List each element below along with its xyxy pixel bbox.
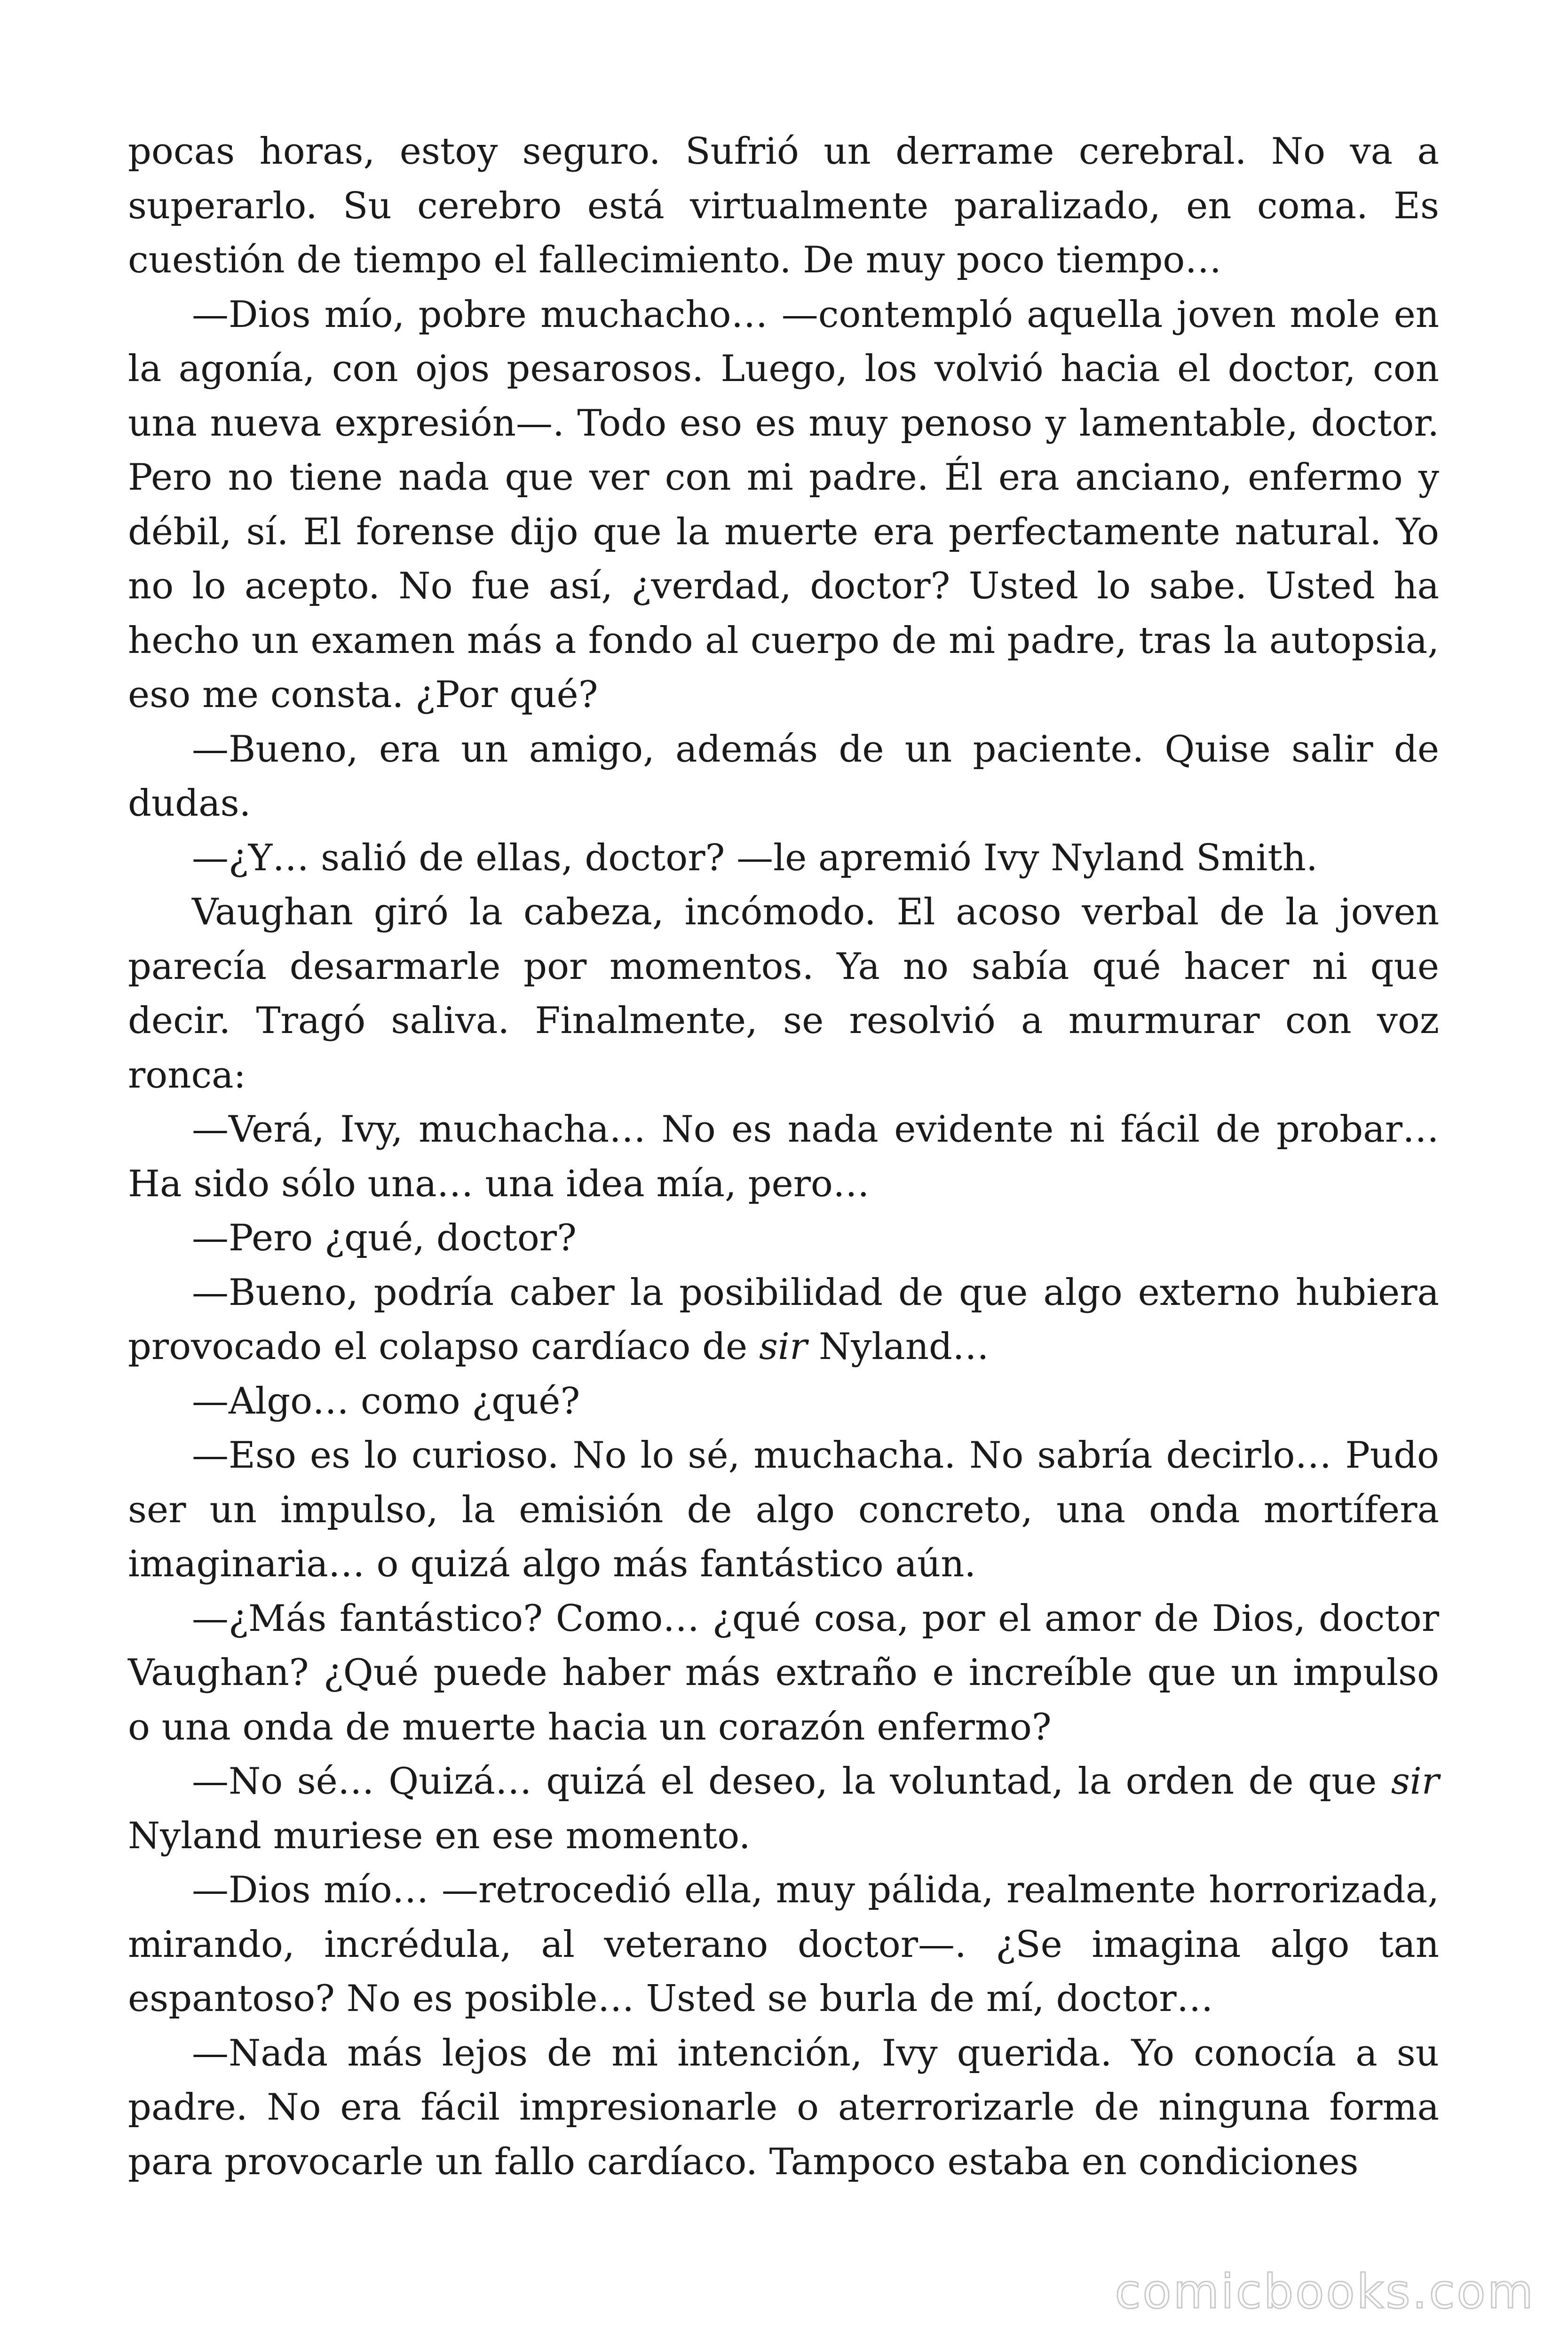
paragraph-text: —Bueno, podría caber la posibilidad de que algo externo hubiera provocado el colapso cardíaco de bbox=[128, 1271, 1439, 1368]
paragraph-text: —Verá, Ivy, muchacha… No es nada evidente ni fácil de probar… Ha sido sólo una… una idea mía, pero… bbox=[128, 1108, 1439, 1205]
paragraph bbox=[128, 1592, 1439, 1755]
paragraph bbox=[128, 1375, 1439, 1429]
paragraph bbox=[128, 1863, 1439, 2026]
paragraph-text: —Dios mío, pobre muchacho… —contempló aquella joven mole en la agonía, con ojos pesarosos. Luego, los volvió hacia el doctor, con una nueva expresión—. Todo eso es muy penoso y lamentable, doctor. Pero no tiene nada que ver con mi padre. Él era anciano, enfermo y débil, sí. El forense dijo que la muerte era perfectamente natural. Yo no lo acepto. No fue así, ¿verdad, doctor? Usted lo sabe. Usted ha hecho un examen más a fondo al cuerpo de mi padre, tras la autopsia, eso me consta. ¿Por qué? bbox=[128, 293, 1439, 716]
italic-text: sir bbox=[1391, 1760, 1439, 1803]
paragraph bbox=[128, 1211, 1439, 1266]
site-watermark: comicbooks.com bbox=[1115, 2264, 1535, 2319]
paragraph-text: —No sé… Quizá… quizá el deseo, la voluntad, la orden de que bbox=[192, 1760, 1391, 1803]
paragraph bbox=[128, 1266, 1439, 1375]
paragraph bbox=[128, 1103, 1439, 1211]
paragraph bbox=[128, 885, 1439, 1103]
italic-text: sir bbox=[759, 1326, 808, 1368]
paragraph bbox=[128, 288, 1439, 723]
paragraph bbox=[128, 125, 1439, 288]
paragraph bbox=[128, 1429, 1439, 1592]
paragraph-text: —Nada más lejos de mi intención, Ivy querida. Yo conocía a su padre. No era fácil impresionarle o aterrorizarle de ninguna forma para provocarle un fallo cardíaco. Tampoco estaba en condiciones bbox=[128, 2032, 1439, 2183]
paragraph bbox=[128, 1755, 1439, 1863]
paragraph-text: —Algo… como ¿qué? bbox=[192, 1380, 580, 1422]
paragraph-text: Nyland… bbox=[807, 1326, 989, 1368]
book-page-body bbox=[128, 125, 1439, 2189]
paragraph-text: —Eso es lo curioso. No lo sé, muchacha. No sabría decirlo… Pudo ser un impulso, la emisión de algo concreto, una onda mortífera imaginaria… o quizá algo más fantástico aún. bbox=[128, 1434, 1439, 1585]
paragraph-text: Nyland muriese en ese momento. bbox=[128, 1814, 751, 1857]
paragraph bbox=[128, 2026, 1439, 2190]
paragraph-text: Vaughan giró la cabeza, incómodo. El acoso verbal de la joven parecía desarmarle por momentos. Ya no sabía qué hacer ni que decir. Tragó saliva. Finalmente, se resolvió a murmurar con voz ronca: bbox=[128, 891, 1439, 1097]
paragraph-text: —¿Y… salió de ellas, doctor? —le apremió Ivy Nyland Smith. bbox=[192, 836, 1318, 879]
paragraph-text: pocas horas, estoy seguro. Sufrió un derrame cerebral. No va a superarlo. Su cerebro está virtualmente paralizado, en coma. Es cuestión de tiempo el fallecimiento. De muy poco tiempo… bbox=[128, 130, 1439, 281]
paragraph-text: —Dios mío… —retrocedió ella, muy pálida, realmente horrorizada, mirando, incrédula, al veterano doctor—. ¿Se imagina algo tan espantoso? No es posible… Usted se burla de mí, doctor… bbox=[128, 1869, 1439, 2020]
paragraph bbox=[128, 723, 1439, 831]
paragraph-text: —¿Más fantástico? Como… ¿qué cosa, por el amor de Dios, doctor Vaughan? ¿Qué puede haber más extraño e increíble que un impulso o una onda de muerte hacia un corazón enfermo? bbox=[128, 1597, 1439, 1748]
paragraph-text: —Pero ¿qué, doctor? bbox=[192, 1217, 577, 1259]
paragraph-text: —Bueno, era un amigo, además de un paciente. Quise salir de dudas. bbox=[128, 728, 1439, 825]
paragraph bbox=[128, 831, 1439, 886]
